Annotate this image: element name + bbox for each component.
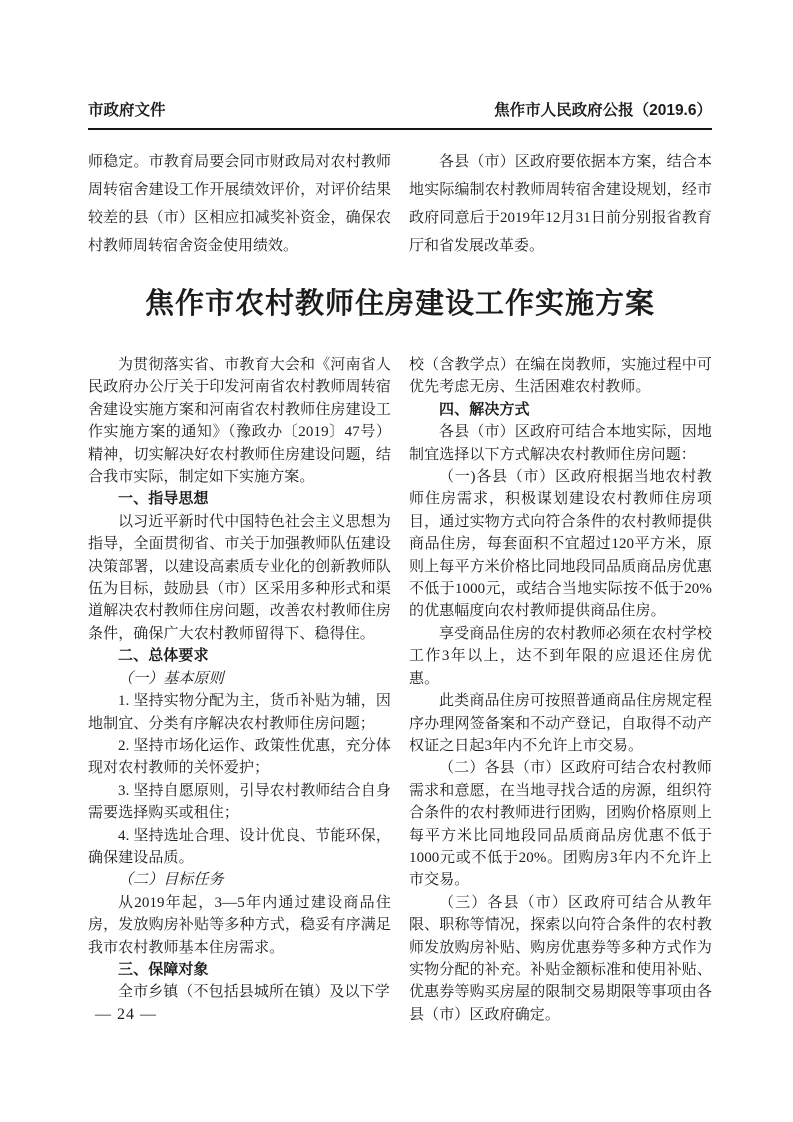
subsection-heading: （一）基本原则	[118, 670, 224, 687]
paragraph: 各县（市）区政府要依据本方案，结合本地实际编制农村教师周转宿舍建设规划，经市政府同意后于2019年12月31日前分别报省教育厅和省发展改革委。	[409, 154, 712, 254]
section-heading-2: 二、总体要求	[118, 647, 209, 665]
paragraph: （二）各县（市）区政府可结合农村教师需求和意愿，在当地寻找合适的房源，组织符合条件的农村教师进行团购，团购价格原则上每平方米比同地段同品质商品房优惠不低于1000元或不低于20%。团购房3年内不允许上市交易。	[409, 760, 712, 889]
continuation-section	[88, 148, 712, 260]
paragraph: 以习近平新时代中国特色社会主义思想为指导，全面贯彻省、市关于加强教师队伍建设决策部署，以建设高素质专业化的创新教师队伍为目标，鼓励县（市）区采用多种形式和渠道解决农村教师住房问题，改善农村教师住房条件，确保广大农村教师留得下、稳得住。	[88, 513, 391, 642]
continuation-left-column	[88, 148, 391, 260]
paragraph: 校（含教学点）在编在岗教师，实施过程中可优先考虑无房、生活困难农村教师。	[409, 357, 712, 396]
paragraph: 师稳定。市教育局要会同市财政局对农村教师周转宿舍建设工作开展绩效评价，对评价结果较差的县（市）区相应扣减奖补资金，确保农村教师周转宿舍资金使用绩效。	[88, 154, 391, 254]
section-heading-4: 四、解决方式	[439, 400, 530, 418]
list-item: 4. 坚持选址合理、设计优良、节能环保，确保建设品质。	[88, 827, 391, 866]
paragraph: 各县（市）区政府可结合本地实际，因地制宜选择以下方式解决农村教师住房问题：	[409, 424, 712, 463]
paragraph: 此类商品住房可按照普通商品住房规定程序办理网签备案和不动产登记，自取得不动产权证之日起3年内不允许上市交易。	[409, 693, 712, 754]
document-title: 焦作市农村教师住房建设工作实施方案	[144, 288, 655, 320]
paragraph: 全市乡镇（不包括县城所在镇）及以下学	[118, 984, 390, 1001]
section-heading-1: 一、指导思想	[118, 490, 209, 508]
body-section	[88, 354, 712, 1026]
section-heading-3: 三、保障对象	[118, 960, 209, 978]
paragraph: 为贯彻落实省、市教育大会和《河南省人民政府办公厅关于印发河南省农村教师周转宿舍建设实施方案和河南省农村教师住房建设工作实施方案的通知》（豫政办〔2019〕47号）精神，切实解决好农村教师住房建设问题，结合我市实际，制定如下实施方案。	[88, 357, 391, 486]
paragraph: 从2019年起，3—5年内通过建设商品住房，发放购房补贴等多种方式，稳妥有序满足我市农村教师基本住房需求。	[88, 894, 391, 956]
page-content	[88, 100, 712, 1026]
continuation-right-column	[409, 148, 712, 260]
header-left-label: 市政府文件	[88, 102, 166, 119]
list-item: 3. 坚持自愿原则，引导农村教师结合自身需要选择购买或租住；	[88, 782, 391, 822]
paragraph: （三）各县（市）区政府可结合从教年限、职称等情况，探索以向符合条件的农村教师发放购房补贴、购房优惠券等多种方式作为实物分配的补充。补贴金额标准和使用补贴、优惠券等购买房屋的限制交易期限等事项由各县（市）区政府确定。	[409, 894, 712, 1023]
list-item: 2. 坚持市场化运作、政策性优惠，充分体现对农村教师的关怀爱护；	[88, 737, 391, 777]
paragraph: （一)各县（市）区政府根据当地农村教师住房需求，积极谋划建设农村教师住房项目，通过实物方式向符合条件的农村教师提供商品住房，每套面积不宜超过120平方米，原则上每平方米价格比同地段同品质商品房优惠不低于1000元，或结合当地实际按不低于20%的优惠幅度向农村教师提供商品住房。	[409, 469, 712, 620]
body-right-column	[409, 354, 712, 1026]
body-left-column	[88, 354, 391, 1026]
page-number: — 24 —	[95, 1006, 157, 1023]
list-item: 1. 坚持实物分配为主，货币补贴为辅，因地制宜、分类有序解决农村教师住房问题；	[88, 693, 391, 732]
page-header	[88, 100, 712, 130]
paragraph: 享受商品住房的农村教师必须在农村学校工作3年以上，达不到年限的应退还住房优惠。	[409, 625, 712, 687]
subsection-heading: （二）目标任务	[118, 872, 224, 889]
header-right-label: 焦作市人民政府公报（2019.6）	[494, 102, 712, 119]
